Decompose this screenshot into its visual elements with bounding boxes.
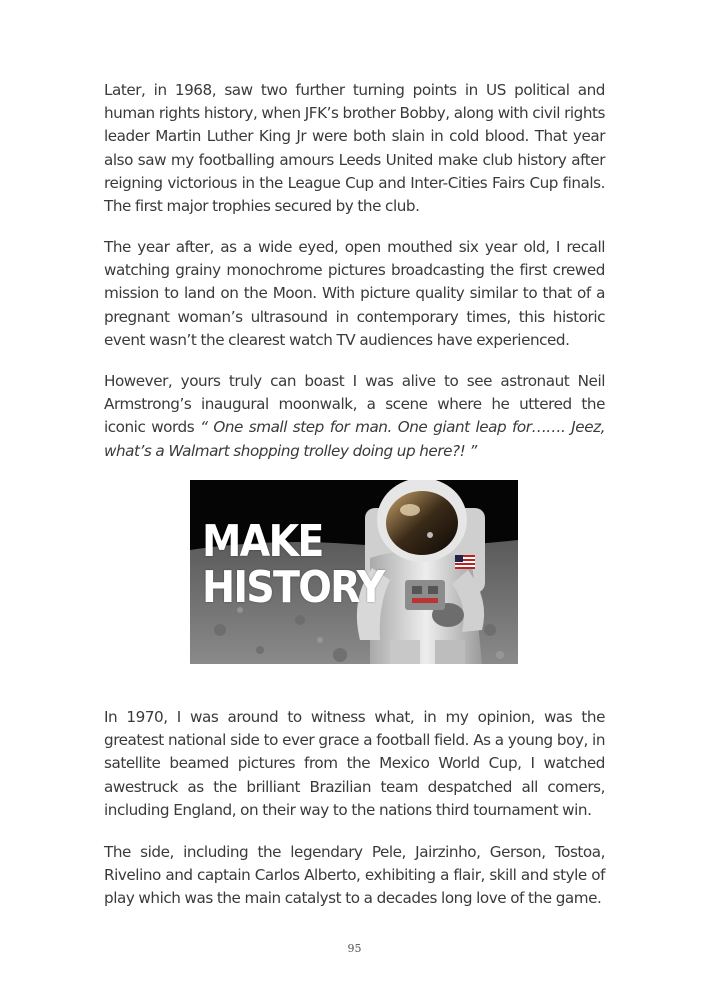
paragraph-moon-landing: The year after, as a wide eyed, open mouthed six year old, I recall watching grainy monochrome pictures broadcasting the first crewed mission to land on the Moon. With picture quality similar to that of a pregnant woman’s ultrasound in contemporary times, this historic event wasn’t the clearest watch TV audiences have experienced.: [104, 238, 605, 349]
caption-line-history: HISTORY: [202, 562, 384, 613]
make-history-caption: [202, 516, 384, 613]
caption-line-make: MAKE: [202, 516, 323, 567]
page-number: 95: [347, 942, 362, 955]
paragraph-1970-world-cup: In 1970, I was around to witness what, in my opinion, was the greatest national side to ever grace a football field. As a young boy, in satellite beamed pictures from the Mexico World Cup, I watched awestruck as the brilliant Brazilian team despatched all comers, including England, on their way to the nations third tournament win.: [104, 708, 605, 819]
paragraph-armstrong: [104, 370, 605, 463]
paragraph-brazil-side: The side, including the legendary Pele, Jairzinho, Gerson, Tostoa, Rivelino and captain Carlos Alberto, exhibiting a flair, skill and style of play which was the main catalyst to a decades long love of the game.: [104, 843, 605, 908]
astronaut-photo: [190, 480, 518, 664]
armstrong-lead-text: However, yours truly can boast I was alive to see astronaut Neil Armstrong’s inaugural moonwalk, a scene where he uttered the iconic words: [104, 372, 605, 437]
armstrong-quote: “ One small step for man. One giant leap for……. Jeez, what’s a Walmart shopping trolley doing up here?! ”: [104, 418, 605, 460]
paragraph-1968: Later, in 1968, saw two further turning points in US political and human rights history, when JFK’s brother Bobby, along with civil rights leader Martin Luther King Jr were both slain in cold blood. That year also saw my footballing amours Leeds United make club history after reigning victorious in the League Cup and Inter-Cities Fairs Cup finals. The first major trophies secured by the club.: [104, 81, 605, 216]
